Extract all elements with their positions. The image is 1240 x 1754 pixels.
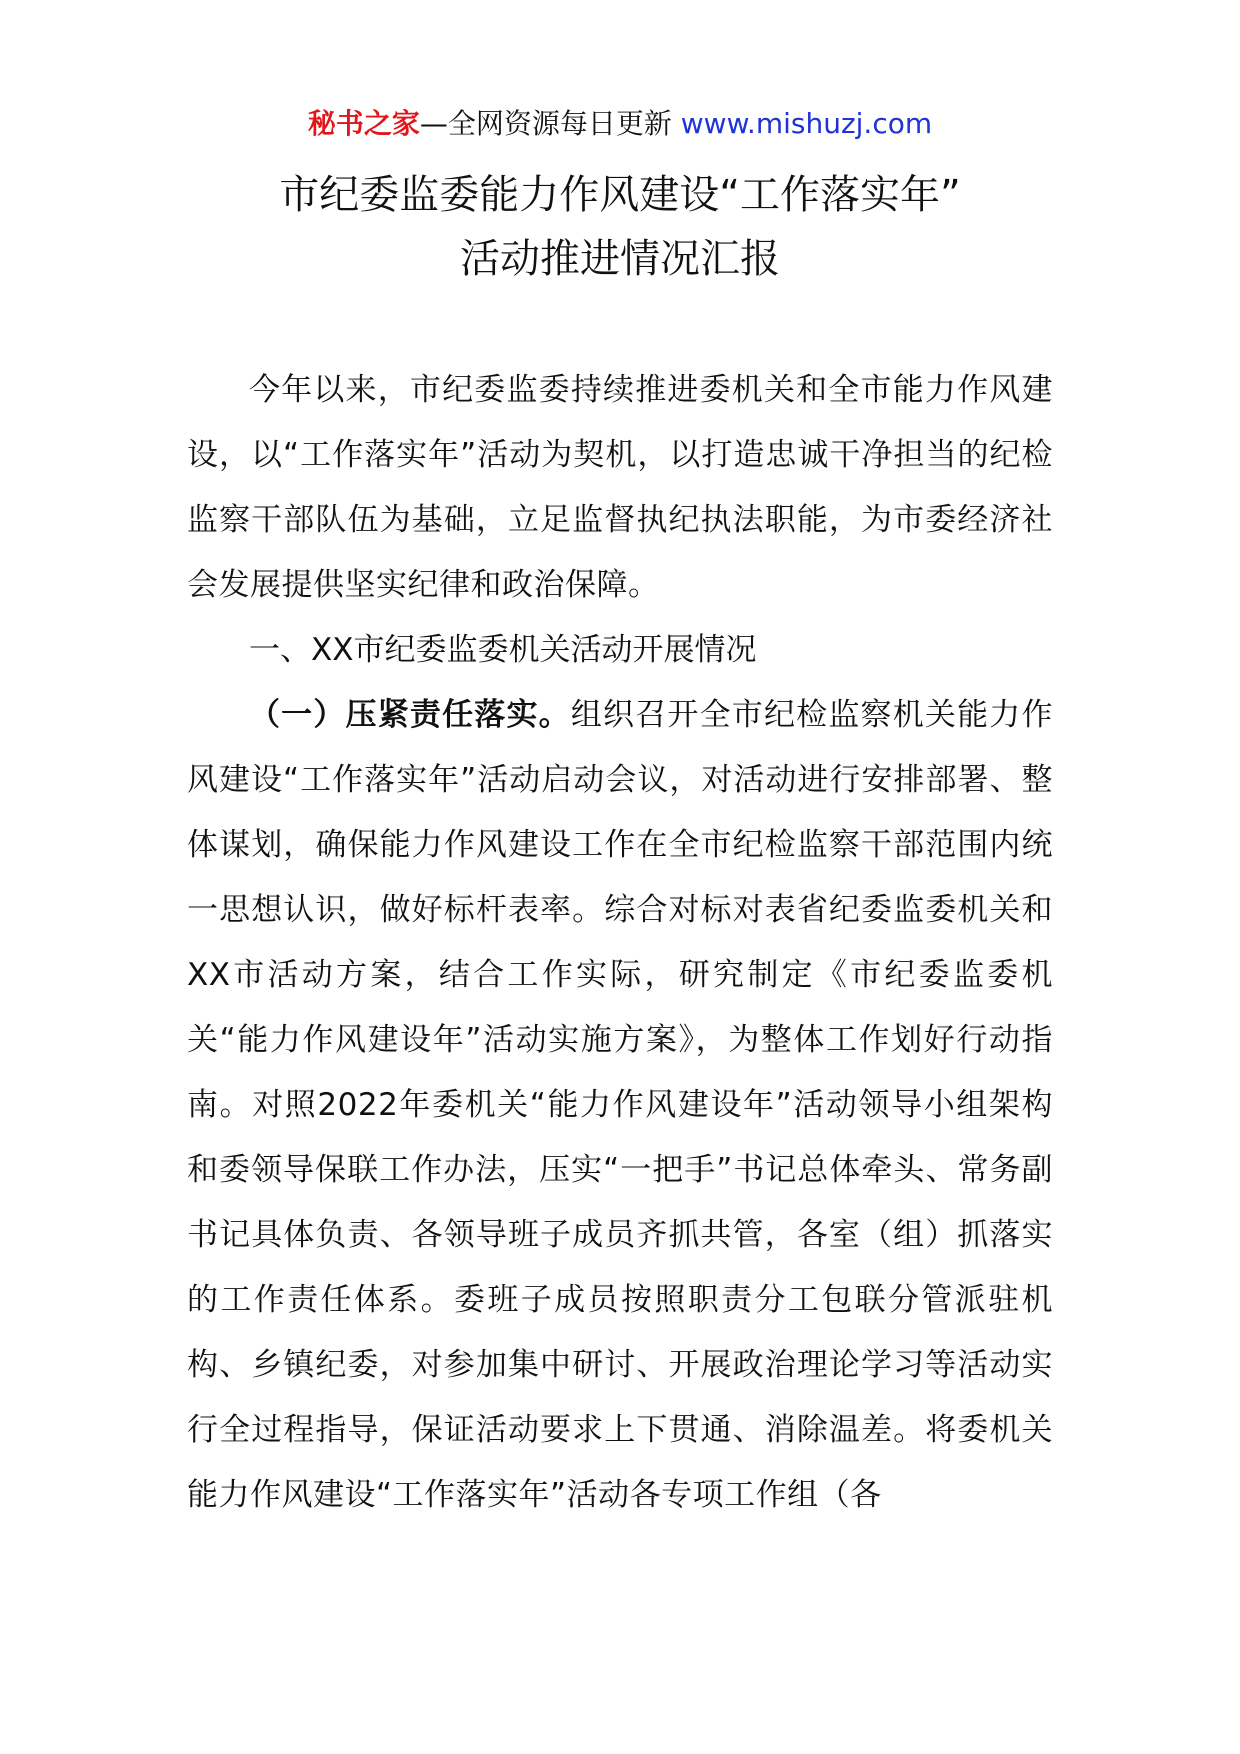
document-title-line1: 市纪委监委能力作风建设“工作落实年”	[279, 172, 961, 218]
document-title-line2: 活动推进情况汇报	[460, 236, 780, 282]
section-heading: 一、XX市纪委监委机关活动开展情况	[249, 632, 757, 668]
intro-paragraph: 今年以来，市纪委监委持续推进委机关和全市能力作风建设，以“工作落实年”活动为契机，以打造忠诚干净担当的纪检监察干部队伍为基础，立足监督执纪执法职能，为市委经济社会发展提供坚实纪律和政治保障。	[187, 372, 1053, 603]
subsection-text: 组织召开全市纪检监察机关能力作风建设“工作落实年”活动启动会议，对活动进行安排部署、整体谋划，确保能力作风建设工作在全市纪检监察干部范围内统一思想认识，做好标杆表率。综合对标对表省纪委监委机关和XX市活动方案，结合工作实际，研究制定《市纪委监委机关“能力作风建设年”活动实施方案》，为整体工作划好行动指南。对照2022年委机关“能力作风建设年”活动领导小组架构和委领导保联工作办法，压实“一把手”书记总体牵头、常务副书记具体负责、各领导班子成员齐抓共管，各室（组）抓落实的工作责任体系。委班子成员按照职责分工包联分管派驻机构、乡镇纪委，对参加集中研讨、开展政治理论学习等活动实行全过程指导，保证活动要求上下贯通、消除温差。将委机关能力作风建设“工作落实年”活动各专项工作组（各	[187, 697, 1053, 1513]
brand-name: 秘书之家	[307, 107, 420, 140]
document-body	[187, 358, 1053, 1528]
header-slogan: —全网资源每日更新	[419, 107, 681, 140]
site-header	[0, 104, 1240, 144]
site-url-link[interactable]: www.mishuzj.com	[680, 107, 933, 140]
subsection-paragraph	[187, 683, 1053, 1528]
subsection-lead: （一）压紧责任落实。	[249, 697, 571, 733]
